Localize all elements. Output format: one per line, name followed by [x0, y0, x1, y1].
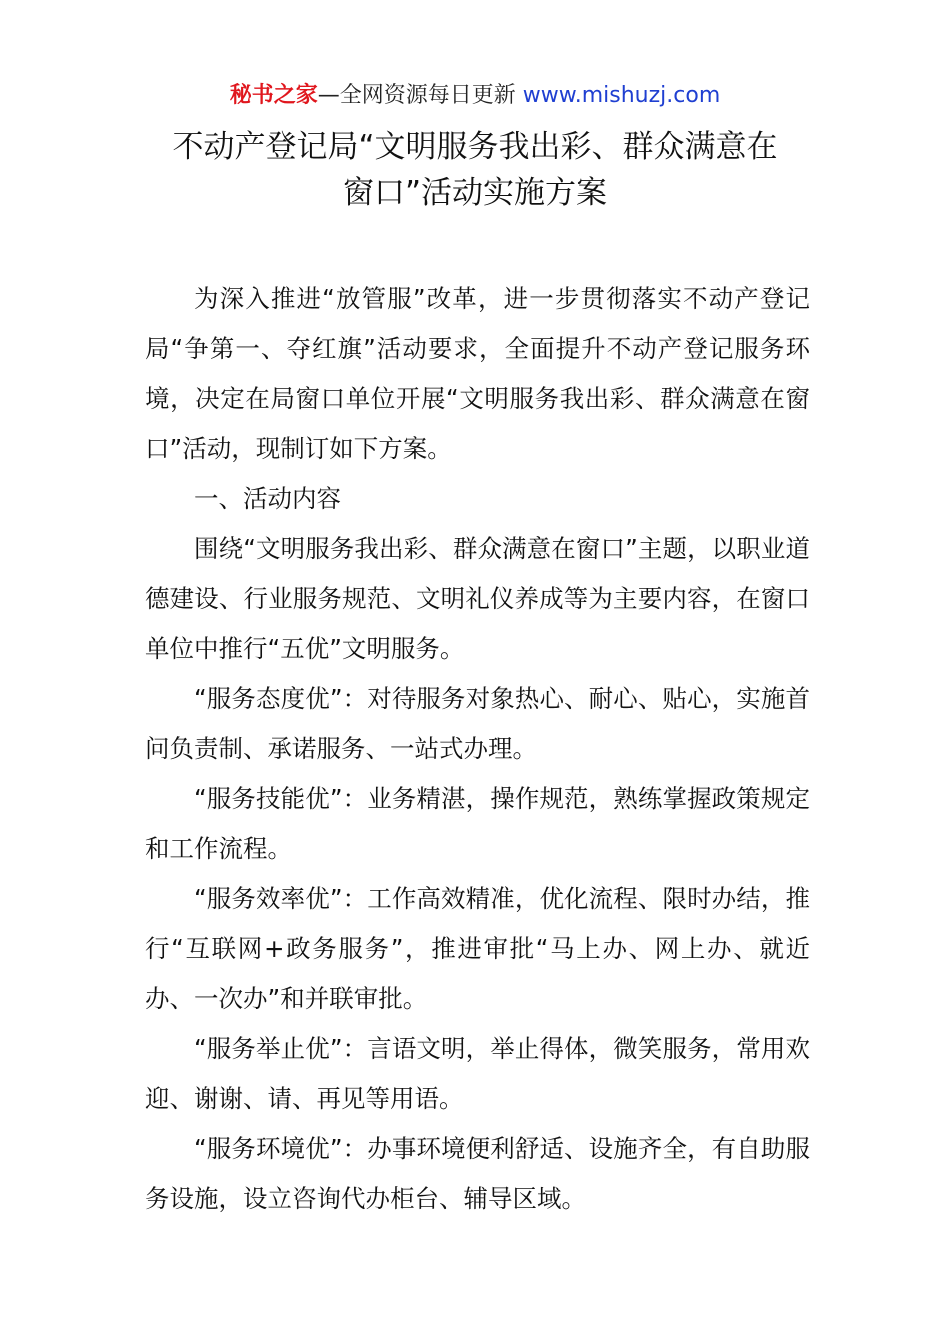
service-skill-paragraph: “服务技能优”：业务精湛，操作规范，熟练掌握政策规定和工作流程。 [145, 784, 810, 863]
site-url-link[interactable]: www.mishuzj.com [522, 83, 721, 108]
site-header [0, 80, 950, 112]
service-attitude-paragraph: “服务态度优”：对待服务对象热心、耐心、贴心，实施首问负责制、承诺服务、一站式办理。 [145, 684, 810, 763]
document-title [120, 124, 830, 216]
title-line-1: 不动产登记局“文明服务我出彩、群众满意在 [172, 129, 778, 165]
brand-name: 秘书之家 [229, 83, 318, 108]
title-line-2: 窗口”活动实施方案 [342, 175, 608, 211]
content-paragraph: 围绕“文明服务我出彩、群众满意在窗口”主题，以职业道德建设、行业服务规范、文明礼仪养成等为主要内容，在窗口单位中推行“五优”文明服务。 [145, 534, 810, 663]
service-manner-paragraph: “服务举止优”：言语文明，举止得体，微笑服务，常用欢迎、谢谢、请、再见等用语。 [145, 1034, 810, 1113]
service-efficiency-paragraph: “服务效率优”：工作高效精准，优化流程、限时办结，推行“互联网+政务服务”，推进审批“马上办、网上办、就近办、一次办”和并联审批。 [145, 884, 810, 1013]
intro-paragraph: 为深入推进“放管服”改革，进一步贯彻落实不动产登记局“争第一、夺红旗”活动要求，全面提升不动产登记服务环境，决定在局窗口单位开展“文明服务我出彩、群众满意在窗口”活动，现制订如下方案。 [145, 284, 810, 463]
site-tagline: —全网资源每日更新 [317, 83, 523, 108]
section-heading: 一、活动内容 [194, 484, 341, 513]
document-body [145, 274, 810, 1224]
service-environment-paragraph: “服务环境优”：办事环境便利舒适、设施齐全，有自助服务设施，设立咨询代办柜台、辅导区域。 [145, 1134, 810, 1213]
